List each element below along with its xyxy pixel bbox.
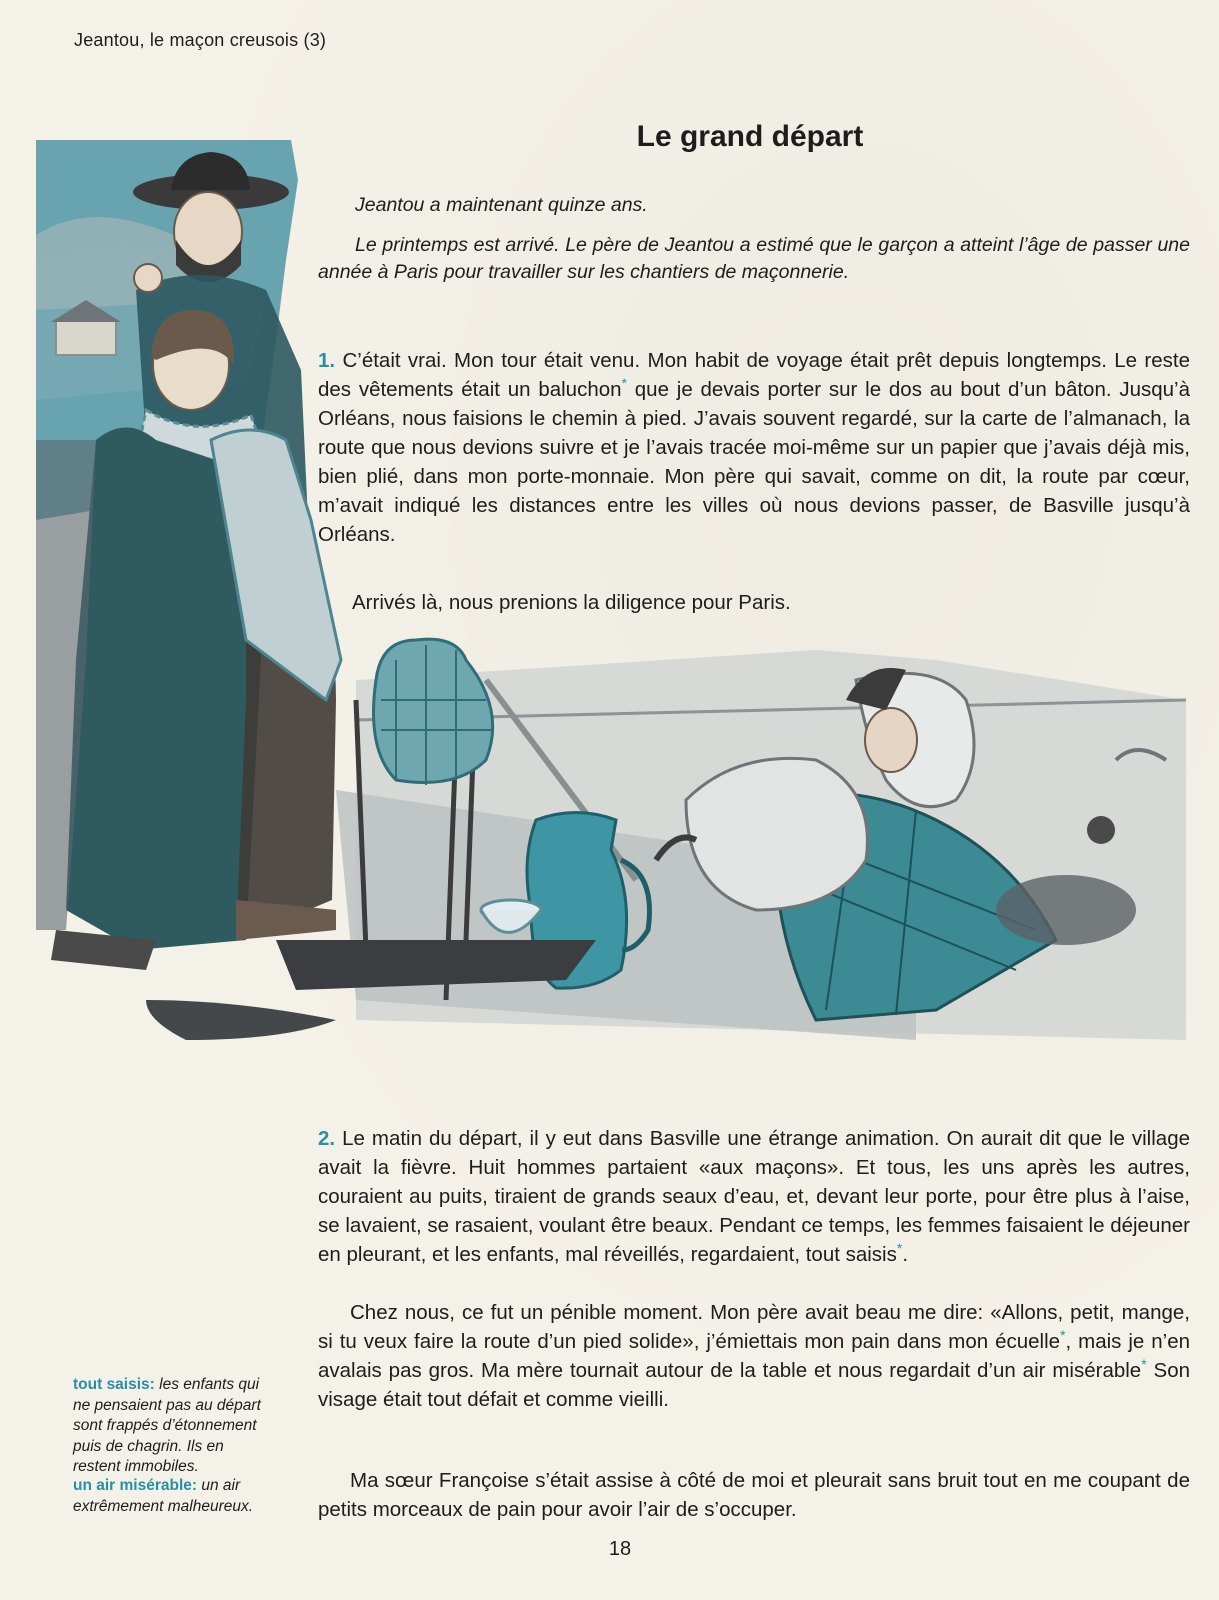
section-1-text-b: que je devais porter sur le dos au bout d’un bâton. Jusqu’à Orléans, nous faisions le chemin à pied. J’avais souvent regardé, sur la carte de l’almanach, la route que nous devions suivre et je l’avais tracée moi-même sur un papier que j’avais déjà mis, bien plié, dans mon porte-monnaie. Mon père qui savait, comme on dit, la route par cœur, m’avait indiqué les distances entre les villes où nous devions passer, de Basville jusqu’à Orléans. xyxy=(318,378,1190,546)
section-1-paragraph-1 xyxy=(318,346,1190,549)
section-number-1: 1. xyxy=(318,349,336,372)
footnote-marker: * xyxy=(621,375,627,392)
section-2-paragraph-3: Ma sœur Françoise s’était assise à côté de moi et pleurait sans bruit tout en me coupant de petits morceaux de pain pour avoir l’air de s’occuper. xyxy=(318,1469,1190,1521)
footnote-marker: * xyxy=(1141,1356,1147,1373)
glossary-definition: un air extrêmement malheureux. xyxy=(73,1477,254,1515)
section-2-paragraph-2 xyxy=(318,1298,1190,1414)
section-2-text-a: Le matin du départ, il y eut dans Basville une étrange animation. On aurait dit que le village avait la fièvre. Huit hommes partaient «aux maçons». Et tous, les uns après les autres, couraient au puits, tiraient de grands seaux d’eau, et, devant leur porte, pour être plus à l’aise, se lavaient, se rasaient, voulant être beaux. Pendant ce temps, les femmes faisaient le déjeuner en pleurant, et les enfants, mal réveillés, regardaient, tout saisis xyxy=(318,1127,1190,1266)
section-2-p2-text-b: , mais je n’en avalais pas gros. Ma mère tournait autour de la table et nous regardait d’un air misérable xyxy=(318,1330,1191,1382)
footnote-marker: * xyxy=(1060,1327,1066,1344)
running-head: Jeantou, le maçon creusois (3) xyxy=(74,30,327,50)
section-1-paragraph-2: Arrivés là, nous prenions la diligence pour Paris. xyxy=(352,591,791,614)
intro-line-2: Le printemps est arrivé. Le père de Jeantou a estimé que le garçon a atteint l’âge de passer une année à Paris pour travailler sur les chantiers de maçonnerie. xyxy=(318,234,1190,283)
ground-shadow xyxy=(146,1000,336,1040)
glossary-entry-un-air-miserable xyxy=(73,1476,263,1517)
page-number: 18 xyxy=(608,1538,632,1560)
glossary-entry-tout-saisis xyxy=(73,1375,263,1478)
bundle xyxy=(374,639,493,782)
section-2-p2-text-c: Son visage était tout défait et comme vieilli. xyxy=(318,1359,1190,1411)
footnote-marker: * xyxy=(896,1240,903,1257)
glossary-term: tout saisis: xyxy=(73,1376,155,1393)
section-2-paragraph-1 xyxy=(318,1124,1190,1269)
story-title: Le grand départ xyxy=(636,120,864,153)
section-2-p2-text-a: Chez nous, ce fut un pénible moment. Mon père avait beau me dire: «Allons, petit, mange, si tu veux faire la route d’un pied solide», j’émiettais mon pain dans mon écuelle xyxy=(318,1301,1190,1353)
section-number-2: 2. xyxy=(318,1127,336,1150)
glossary-definition: les enfants qui ne pensaient pas au départ sont frappés d’étonnement puis de chagrin. Ils en restent immobiles. xyxy=(73,1376,261,1475)
intro-line-1: Jeantou a maintenant quinze ans. xyxy=(355,194,648,216)
section-2-text-b: . xyxy=(902,1243,909,1266)
section-1-text-a: C’était vrai. Mon tour était venu. Mon habit de voyage était prêt depuis longtemps. Le reste des vêtements était un baluchon xyxy=(318,349,1190,401)
glossary-term: un air misérable: xyxy=(73,1477,198,1494)
